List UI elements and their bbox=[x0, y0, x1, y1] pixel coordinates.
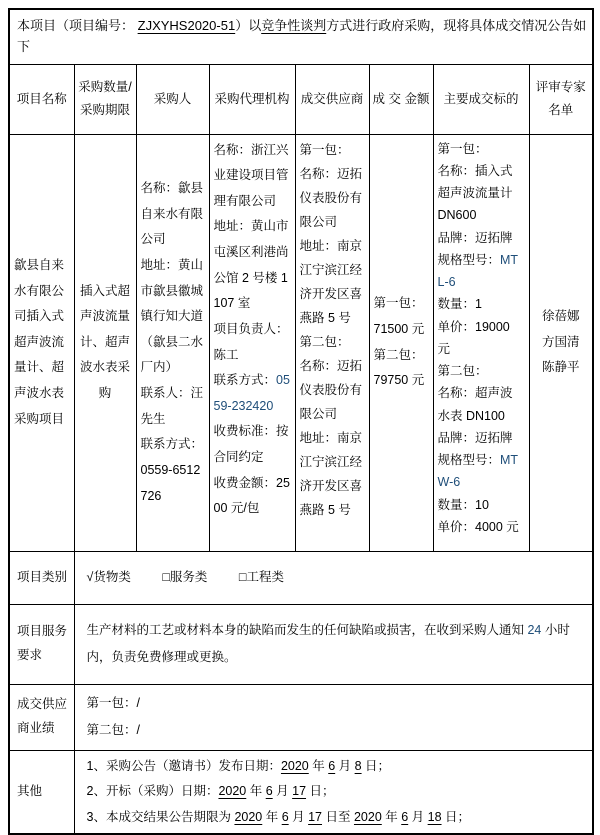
main-data-row bbox=[9, 134, 593, 551]
other-row bbox=[9, 750, 593, 834]
other-label: 其他 bbox=[9, 750, 74, 834]
service-requirement-row bbox=[9, 604, 593, 684]
cell-purchaser: 名称：歙县自来水有限公司 地址：黄山市歙县徽城镇行知大道（歙县二水厂内） 联系人：汪先生 联系方式：0559-6512726 bbox=[136, 134, 209, 551]
cell-experts: 徐蓓娜 方国清 陈静平 bbox=[529, 134, 593, 551]
col-header-purchaser: 采购人 bbox=[136, 64, 209, 134]
cell-supplier: 第一包： 名称：迈拓仪表股份有限公司 地址：南京江宁滨江经济开发区喜燕路 5 号 第二包： 名称：迈拓仪表股份有限公司 地址：南京江宁滨江经济开发区喜燕路 5 号 bbox=[295, 134, 369, 551]
col-header-subject: 主要成交标的 bbox=[433, 64, 529, 134]
col-header-amount: 成 交 金额 bbox=[369, 64, 433, 134]
intro-row bbox=[9, 9, 593, 64]
supplier-performance-label: 成交供应商业绩 bbox=[9, 684, 74, 750]
category-label: 项目类别 bbox=[9, 551, 74, 604]
category-option-works: □工程类 bbox=[238, 570, 284, 585]
cell-agency: 名称：浙江兴业建设项目管理有限公司 地址：黄山市屯溪区利港尚公馆 2 号楼 1107 室 项目负责人：陈工 联系方式：0559-232420 收费标准：按合同约定 收费金额：2500 元/包 bbox=[209, 134, 295, 551]
col-header-project-name: 项目名称 bbox=[9, 64, 74, 134]
supplier-performance-content: 第一包：/ 第二包：/ bbox=[74, 684, 593, 750]
col-header-quantity-period: 采购数量/采购期限 bbox=[74, 64, 136, 134]
supplier-performance-row bbox=[9, 684, 593, 750]
service-requirement-content: 生产材料的工艺或材料本身的缺陷而发生的任何缺陷或损害，在收到采购人通知 24 小时内，负责免费修理或更换。 bbox=[74, 604, 593, 684]
header-row bbox=[9, 64, 593, 134]
category-option-goods: √货物类 bbox=[86, 570, 131, 585]
cell-quantity-period: 插入式超声波流量计、超声波水表采购 bbox=[74, 134, 136, 551]
col-header-agency: 采购代理机构 bbox=[209, 64, 295, 134]
other-content: 1、采购公告（邀请书）发布日期：2020 年 6 月 8 日； 2、开标（采购）日期：2020 年 6 月 17 日； 3、本成交结果公告期限为 2020 年 6 月 17 日至 2020 年 6 月 18 日； bbox=[74, 750, 593, 834]
col-header-experts: 评审专家名单 bbox=[529, 64, 593, 134]
service-requirement-label: 项目服务要求 bbox=[9, 604, 74, 684]
category-options bbox=[74, 551, 593, 604]
category-row bbox=[9, 551, 593, 604]
cell-project-name: 歙县自来水有限公司插入式超声波流量计、超声波水表采购项目 bbox=[9, 134, 74, 551]
procurement-announcement-table bbox=[8, 8, 594, 835]
cell-amount: 第一包： 71500 元 第二包： 79750 元 bbox=[369, 134, 433, 551]
intro-cell: 本项目（项目编号： ZJXYHS2020-51）以竞争性谈判方式进行政府采购，现将具体成交情况公告如下 bbox=[9, 9, 593, 64]
category-option-service: □服务类 bbox=[162, 570, 208, 585]
cell-subject: 第一包： 名称：插入式超声波流量计 DN600 品牌：迈拓牌 规格型号：MTL-6 数量：1 单价：19000 元 第二包： 名称：超声波水表 DN100 品牌：迈拓牌 规格型号：MTW-6 数量：10 单价：4000 元 bbox=[433, 134, 529, 551]
col-header-supplier: 成交供应商 bbox=[295, 64, 369, 134]
